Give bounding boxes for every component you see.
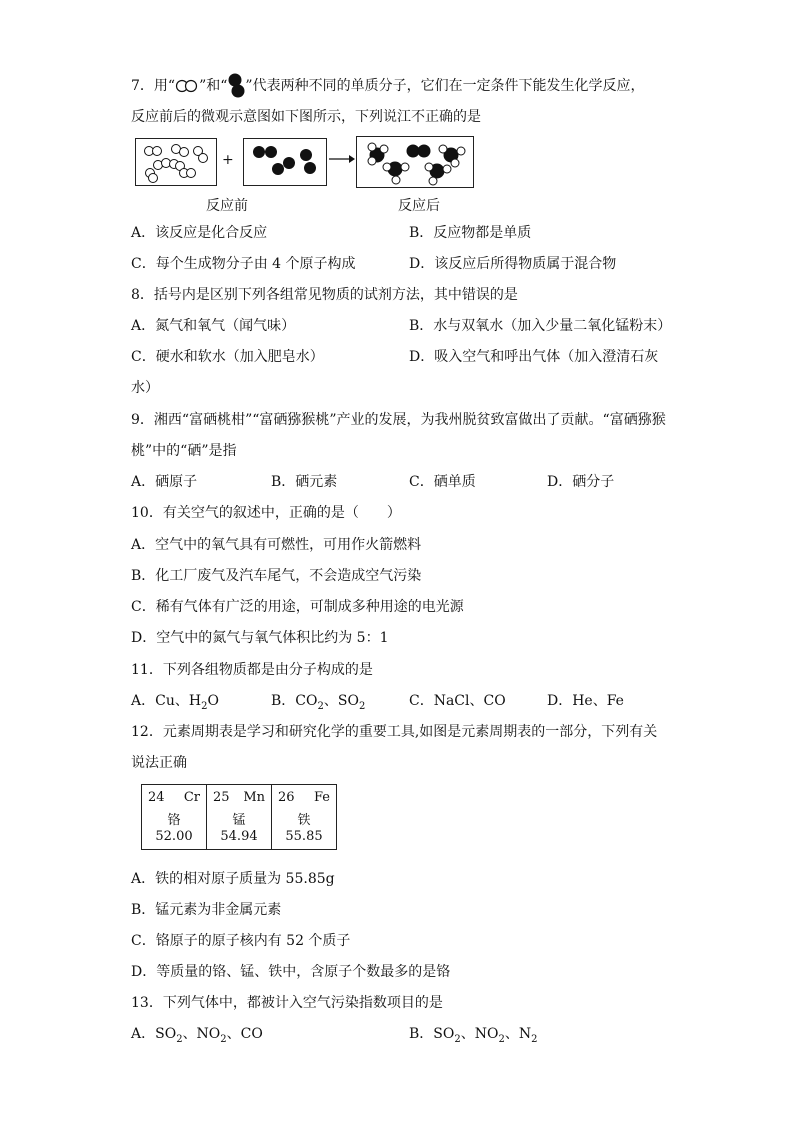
element-name: 锰 <box>232 813 246 828</box>
q9-option-d[interactable]: D．硒分子 <box>547 474 615 490</box>
q7-option-b[interactable]: B．反应物都是单质 <box>409 225 532 241</box>
q9-stem-line2: 桃”中的“硒”是指 <box>131 443 237 459</box>
q12-option-c[interactable]: C．铬原子的原子核内有 52 个质子 <box>131 933 351 949</box>
q7-option-d[interactable]: D．该反应后所得物质属于混合物 <box>409 256 617 272</box>
q12-stem-line1: 12．元素周期表是学习和研究化学的重要工具,如图是元素周期表的一部分，下列有关 <box>131 724 658 740</box>
q7-stem-part-a: 7．用“ <box>131 78 176 94</box>
product-box <box>356 136 474 188</box>
q13-option-b[interactable] <box>409 1025 537 1049</box>
q11-b-sub1: 2 <box>317 700 324 712</box>
element-symbol: Mn <box>243 790 265 805</box>
q12-option-b[interactable]: B．锰元素为非金属元素 <box>131 902 282 918</box>
q13-b-sub2: 2 <box>498 1033 505 1045</box>
arrow-icon <box>329 153 355 165</box>
q9-option-b[interactable]: B．硒元素 <box>271 474 338 490</box>
q13-a-part3: 、CO <box>226 1026 263 1042</box>
q11-option-c[interactable]: C．NaCl、CO <box>409 693 506 709</box>
atomic-number: 26 <box>278 790 295 805</box>
q9-option-a[interactable]: A．硒原子 <box>131 474 198 490</box>
q10-option-c[interactable]: C．稀有气体有广泛的用途，可制成多种用途的电光源 <box>131 599 464 615</box>
q11-a-part1: A．Cu、H <box>131 693 202 709</box>
q8-option-b[interactable]: B．水与双氧水（加入少量二氧化锰粉末） <box>409 318 672 334</box>
q8-stem: 8．括号内是区别下列各组常见物质的试剂方法，其中错误的是 <box>131 287 518 303</box>
q11-a-part2: O <box>207 693 219 709</box>
q13-b-part2: 、NO <box>460 1026 499 1042</box>
q7-stem-part-c: ”代表两种不同的单质分子，它们在一定条件下能发生化学反应， <box>245 78 645 94</box>
q10-stem: 10．有关空气的叙述中，正确的是（ ） <box>131 505 401 521</box>
q8-option-d-continued: 水） <box>131 380 159 396</box>
atomic-mass: 54.94 <box>220 829 258 844</box>
q11-a-sub: 2 <box>201 700 208 712</box>
atomic-mass: 55.85 <box>285 829 323 844</box>
q13-a-part2: 、NO <box>182 1026 221 1042</box>
element-symbol: Cr <box>183 790 200 805</box>
q7-option-c[interactable]: C．每个生成物分子由 4 个原子构成 <box>131 256 356 272</box>
q11-option-b[interactable] <box>271 692 365 716</box>
product-molecules-illustration <box>357 137 473 187</box>
q12-option-d[interactable]: D．等质量的铬、锰、铁中，含原子个数最多的是铬 <box>131 964 451 980</box>
q11-b-part2: 、SO <box>323 693 359 709</box>
black-molecules-illustration <box>244 139 326 185</box>
q9-stem-line1: 9．湘西“富硒桃柑”“富硒猕猴桃”产业的发展，为我州脱贫致富做出了贡献。“富硒猕猴 <box>131 412 666 428</box>
q12-option-a[interactable]: A．铁的相对原子质量为 55.85g <box>131 871 335 887</box>
q13-a-part1: A．SO <box>131 1026 177 1042</box>
q9-option-c[interactable]: C．硒单质 <box>409 474 476 490</box>
q10-option-a[interactable]: A．空气中的氧气具有可燃性，可用作火箭燃料 <box>131 537 422 553</box>
plus-sign: + <box>222 152 234 168</box>
q13-b-sub1: 2 <box>454 1033 461 1045</box>
element-symbol: Fe <box>313 790 330 805</box>
reactant-box-black <box>243 138 327 186</box>
element-name: 铬 <box>167 813 181 828</box>
q13-b-part3: 、N <box>504 1026 532 1042</box>
element-cell-fe <box>272 785 337 850</box>
q10-option-b[interactable]: B．化工厂废气及汽车尾气，不会造成空气污染 <box>131 568 422 584</box>
q11-b-sub2: 2 <box>358 700 366 712</box>
q11-option-a[interactable] <box>131 692 219 716</box>
atomic-number: 24 <box>148 790 165 805</box>
white-molecules-illustration <box>136 139 216 185</box>
q13-a-sub2: 2 <box>220 1033 227 1045</box>
periodic-table-fragment <box>141 784 337 850</box>
q11-b-part1: B．CO <box>271 693 318 709</box>
q8-option-c[interactable]: C．硬水和软水（加入肥皂水） <box>131 349 324 365</box>
element-cell-mn <box>207 785 272 850</box>
q13-b-part1: B．SO <box>409 1026 455 1042</box>
q11-option-d[interactable]: D．He、Fe <box>547 693 624 709</box>
atomic-mass: 52.00 <box>155 829 193 844</box>
q8-option-d[interactable]: D．吸入空气和呼出气体（加入澄清石灰 <box>409 349 659 365</box>
caption-after: 反应后 <box>398 198 440 214</box>
q13-b-sub3: 2 <box>531 1033 538 1045</box>
q13-a-sub1: 2 <box>176 1033 183 1045</box>
q7-option-a[interactable]: A．该反应是化合反应 <box>131 225 268 241</box>
atomic-number: 25 <box>213 790 230 805</box>
caption-before: 反应前 <box>206 198 248 214</box>
black-molecule-icon <box>227 72 245 100</box>
q7-stem-line1 <box>131 72 645 100</box>
q10-option-d[interactable]: D．空气中的氮气与氧气体积比约为 5：1 <box>131 630 389 646</box>
white-molecule-icon <box>175 79 199 93</box>
q13-option-a[interactable] <box>131 1025 263 1049</box>
q7-stem-line2: 反应前后的微观示意图如下图所示，下列说江不正确的是 <box>131 109 481 125</box>
q13-stem: 13．下列气体中，都被计入空气污染指数项目的是 <box>131 995 443 1011</box>
q11-stem: 11．下列各组物质都是由分子构成的是 <box>131 662 373 678</box>
element-name: 铁 <box>297 813 311 828</box>
element-cell-cr <box>142 785 207 850</box>
reactant-box-white <box>135 138 217 186</box>
q12-stem-line2: 说法正确 <box>131 755 187 771</box>
q7-stem-part-b: ”和“ <box>199 78 228 94</box>
q8-option-a[interactable]: A．氮气和氧气（闻气味） <box>131 318 296 334</box>
